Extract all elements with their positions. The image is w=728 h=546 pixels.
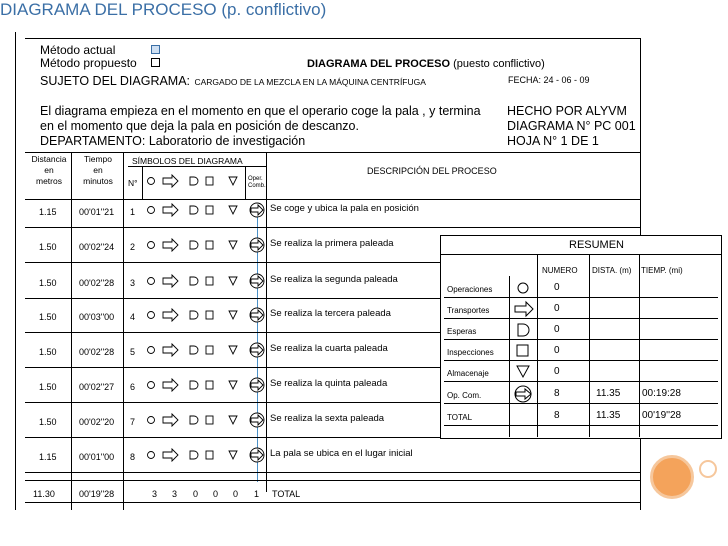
total-label: TOTAL xyxy=(272,489,301,499)
row-distance: 1.15 xyxy=(39,452,57,462)
storage-triangle-icon xyxy=(229,381,237,389)
delay-d-icon xyxy=(190,346,198,354)
transport-arrow-icon xyxy=(512,299,536,319)
storage-triangle-icon xyxy=(229,206,237,214)
row-time: 00'02''27 xyxy=(79,382,115,392)
operation-circle-icon xyxy=(148,382,155,389)
row-time: 00'02''28 xyxy=(79,278,115,288)
resumen-row-divider xyxy=(444,339,718,340)
tiempo-header-line: en xyxy=(93,165,103,175)
delay-d-icon xyxy=(190,177,198,185)
combined-operation-icon xyxy=(250,378,264,392)
inspection-square-icon xyxy=(206,381,213,389)
resumen-row-label: Operaciones xyxy=(447,285,493,294)
delay-d-icon xyxy=(190,311,198,319)
fecha: FECHA: 24 - 06 - 09 xyxy=(508,75,590,85)
op-comb-header-line: Comb. xyxy=(248,183,266,189)
op-comb-header-line: Oper. xyxy=(248,176,263,182)
row-symbols xyxy=(143,374,271,398)
row-number: 4 xyxy=(130,312,136,322)
combined-operation-icon xyxy=(250,274,264,288)
tiempo-header xyxy=(76,154,120,187)
row-description: Se realiza la segunda paleada xyxy=(270,274,398,285)
decorative-orange-ring xyxy=(699,460,717,478)
inspection-square-icon xyxy=(206,277,213,285)
operation-circle-icon xyxy=(148,347,155,354)
row-distance: 1.50 xyxy=(39,242,57,252)
row-distance: 1.50 xyxy=(39,312,57,322)
row-number: 1 xyxy=(130,207,136,217)
combined-operation-icon xyxy=(250,343,264,357)
transport-arrow-icon xyxy=(163,239,178,251)
row-description: Se realiza la tercera paleada xyxy=(270,308,391,319)
decorative-orange-circle xyxy=(650,455,694,499)
storage-triangle-icon xyxy=(229,451,237,459)
resumen-divider xyxy=(509,276,510,437)
transport-arrow-icon xyxy=(163,414,178,426)
row-time: 00'01''21 xyxy=(79,207,115,217)
total-count-combined: 1 xyxy=(254,489,260,499)
row-symbols xyxy=(143,270,271,294)
row-description: Se realiza la quinta paleada xyxy=(270,378,388,389)
resumen-divider xyxy=(639,254,640,437)
combined-operation-icon xyxy=(250,448,264,462)
total-count-storage: 0 xyxy=(233,489,239,499)
metodo-propuesto-label: Método propuesto xyxy=(40,56,137,70)
resumen-row-distancia: 11.35 xyxy=(596,388,621,399)
numero-header: N° xyxy=(128,178,138,188)
table-row xyxy=(25,199,640,235)
operation-circle-icon xyxy=(148,312,155,319)
delay-d-icon xyxy=(512,320,536,340)
resumen-row-label: Transportes xyxy=(447,306,490,315)
totals-top-border xyxy=(25,480,641,481)
resumen-row-numero: 8 xyxy=(554,388,560,399)
operation-circle-icon xyxy=(148,178,155,185)
row-distance: 1.15 xyxy=(39,207,57,217)
row-number: 7 xyxy=(130,417,136,427)
resumen-header-numero: NUMERO xyxy=(542,266,578,275)
table-row xyxy=(25,444,640,480)
operation-circle-icon xyxy=(148,417,155,424)
operation-circle-icon xyxy=(148,242,155,249)
row-time: 00'01''00 xyxy=(79,452,115,462)
total-distance: 11.30 xyxy=(33,489,55,499)
operation-circle-icon xyxy=(512,278,536,298)
storage-triangle-icon xyxy=(229,416,237,424)
row-time: 00'02''20 xyxy=(79,417,115,427)
row-description: Se realiza la primera paleada xyxy=(270,238,394,249)
resumen-row-distancia: 11.35 xyxy=(596,410,621,421)
row-number: 3 xyxy=(130,278,136,288)
operation-circle-icon xyxy=(148,278,155,285)
inspection-square-icon xyxy=(206,241,213,249)
empieza-line2: en el momento que deja la pala en posición de descanzo. xyxy=(40,119,359,133)
row-number: 5 xyxy=(130,347,136,357)
row-distance: 1.50 xyxy=(39,382,57,392)
resumen-row-divider xyxy=(444,403,718,404)
tiempo-header-line: Tiempo xyxy=(83,154,113,164)
resumen-row-tiempo: 00'19''28 xyxy=(642,410,682,421)
row-description: Se coge y ubica la pala en posición xyxy=(270,203,419,214)
delay-d-icon xyxy=(190,277,198,285)
row-divider xyxy=(25,472,640,473)
resumen-row-numero: 0 xyxy=(554,303,560,314)
inspection-square-icon xyxy=(206,177,213,185)
distancia-header-line: en xyxy=(44,165,54,175)
hoja: HOJA N° 1 DE 1 xyxy=(507,134,599,148)
delay-d-icon xyxy=(190,206,198,214)
resumen-row-divider xyxy=(444,381,718,382)
row-number: 2 xyxy=(130,242,136,252)
row-divider xyxy=(25,227,640,228)
inspection-square-icon xyxy=(206,346,213,354)
table-top-border xyxy=(25,152,641,153)
combined-operation-icon xyxy=(250,413,264,427)
transport-arrow-icon xyxy=(163,344,178,356)
row-symbols xyxy=(143,234,271,258)
resumen-row-numero: 0 xyxy=(554,345,560,356)
combined-operation-icon xyxy=(512,384,536,404)
row-number: 8 xyxy=(130,452,136,462)
resumen-row-divider xyxy=(444,425,718,426)
hecho-por: HECHO POR ALYVM xyxy=(507,104,627,118)
symbol-legend xyxy=(143,170,247,198)
delay-d-icon xyxy=(190,241,198,249)
row-number: 6 xyxy=(130,382,136,392)
inspection-square-icon xyxy=(206,416,213,424)
tiempo-header-line: minutos xyxy=(83,176,113,186)
row-time: 00'02''28 xyxy=(79,347,115,357)
sujeto-label: SUJETO DEL DIAGRAMA: xyxy=(40,74,191,88)
totals-bottom-border xyxy=(25,502,641,503)
simbolos-header: SÍMBOLOS DEL DIAGRAMA xyxy=(132,156,243,166)
empieza-line1: El diagrama empieza en el momento en que el operario coge la pala , y termina xyxy=(40,104,481,118)
metodo-actual-checkbox[interactable] xyxy=(151,45,160,54)
resumen-row-numero: 8 xyxy=(554,410,560,421)
inspection-square-icon xyxy=(512,341,536,361)
resumen-row-numero: 0 xyxy=(554,366,560,377)
inspection-square-icon xyxy=(206,206,213,214)
total-count-delays: 0 xyxy=(193,489,199,499)
row-distance: 1.50 xyxy=(39,417,57,427)
combined-operation-icon xyxy=(250,308,264,322)
storage-triangle-icon xyxy=(229,177,237,185)
transport-arrow-icon xyxy=(163,175,178,187)
resumen-row-label: Esperas xyxy=(447,327,477,336)
row-time: 00'03''00 xyxy=(79,312,115,322)
storage-triangle-icon xyxy=(229,277,237,285)
inspection-square-icon xyxy=(206,451,213,459)
diagrama-heading xyxy=(307,58,545,70)
transport-arrow-icon xyxy=(163,204,178,216)
metodo-propuesto-checkbox[interactable] xyxy=(151,58,160,67)
operation-circle-icon xyxy=(148,452,155,459)
row-description: La pala se ubica en el lugar inicial xyxy=(270,448,413,459)
document-top-border xyxy=(25,38,641,39)
operation-circle-icon xyxy=(148,207,155,214)
row-description: Se realiza la cuarta paleada xyxy=(270,343,388,354)
resumen-row-label: Op. Com. xyxy=(447,391,482,400)
transport-arrow-icon xyxy=(163,275,178,287)
resumen-header-tiempo: TIEMP. (mi) xyxy=(641,266,683,275)
descripcion-header: DESCRIPCIÓN DEL PROCESO xyxy=(367,166,497,176)
departamento: DEPARTAMENTO: Laboratorio de investigación xyxy=(40,134,306,148)
delay-d-icon xyxy=(190,451,198,459)
resumen-row-label: Inspecciones xyxy=(447,348,494,357)
resumen-panel xyxy=(440,235,722,439)
row-symbols xyxy=(143,199,271,223)
resumen-row-tiempo: 00:19:28 xyxy=(642,388,681,399)
sujeto-line xyxy=(40,72,426,90)
inspection-square-icon xyxy=(206,311,213,319)
metodo-actual-label: Método actual xyxy=(40,43,116,57)
combined-operation-icon xyxy=(250,203,264,217)
row-distance: 1.50 xyxy=(39,278,57,288)
transport-arrow-icon xyxy=(163,309,178,321)
slide-title: DIAGRAMA DEL PROCESO (p. conflictivo) xyxy=(0,0,327,19)
transport-arrow-icon xyxy=(163,449,178,461)
resumen-divider xyxy=(589,254,590,437)
delay-d-icon xyxy=(190,381,198,389)
row-distance: 1.50 xyxy=(39,347,57,357)
storage-triangle-icon xyxy=(229,241,237,249)
row-symbols xyxy=(143,304,271,328)
combined-operation-icon xyxy=(250,238,264,252)
resumen-row-numero: 0 xyxy=(554,324,560,335)
resumen-row-divider xyxy=(444,318,718,319)
row-description: Se realiza la sexta paleada xyxy=(270,413,385,424)
row-symbols xyxy=(143,339,271,363)
delay-d-icon xyxy=(190,416,198,424)
total-time: 00'19''28 xyxy=(79,489,115,499)
diagrama-subtitle: (puesto conflictivo) xyxy=(453,58,545,70)
diagrama-numero: DIAGRAMA N° PC 001 xyxy=(507,119,636,133)
row-symbols xyxy=(143,444,271,468)
distancia-header-line: Distancia xyxy=(31,154,67,164)
op-comb-header xyxy=(248,176,266,190)
storage-triangle-icon xyxy=(229,311,237,319)
row-symbols xyxy=(143,409,271,433)
resumen-header-distancia: DISTA. (m) xyxy=(592,266,632,275)
resumen-row-divider xyxy=(444,297,718,298)
resumen-row-numero: 0 xyxy=(554,282,560,293)
total-count-inspections: 0 xyxy=(213,489,219,499)
distancia-header-line: metros xyxy=(36,176,62,186)
resumen-divider xyxy=(537,254,538,437)
resumen-row-label: TOTAL xyxy=(447,413,473,422)
resumen-row-label: Almacenaje xyxy=(447,369,489,378)
row-time: 00'02''24 xyxy=(79,242,115,252)
total-count-transports: 3 xyxy=(172,489,178,499)
resumen-row-divider xyxy=(444,360,718,361)
total-count-operations: 3 xyxy=(152,489,158,499)
resumen-title: RESUMEN xyxy=(569,239,625,251)
storage-triangle-icon xyxy=(229,346,237,354)
transport-arrow-icon xyxy=(163,379,178,391)
diagrama-title: DIAGRAMA DEL PROCESO xyxy=(307,58,451,70)
distancia-header xyxy=(29,154,69,187)
storage-triangle-icon xyxy=(512,362,536,382)
sujeto-value: CARGADO DE LA MEZCLA EN LA MÁQUINA CENTRÍFUGA xyxy=(194,77,426,87)
